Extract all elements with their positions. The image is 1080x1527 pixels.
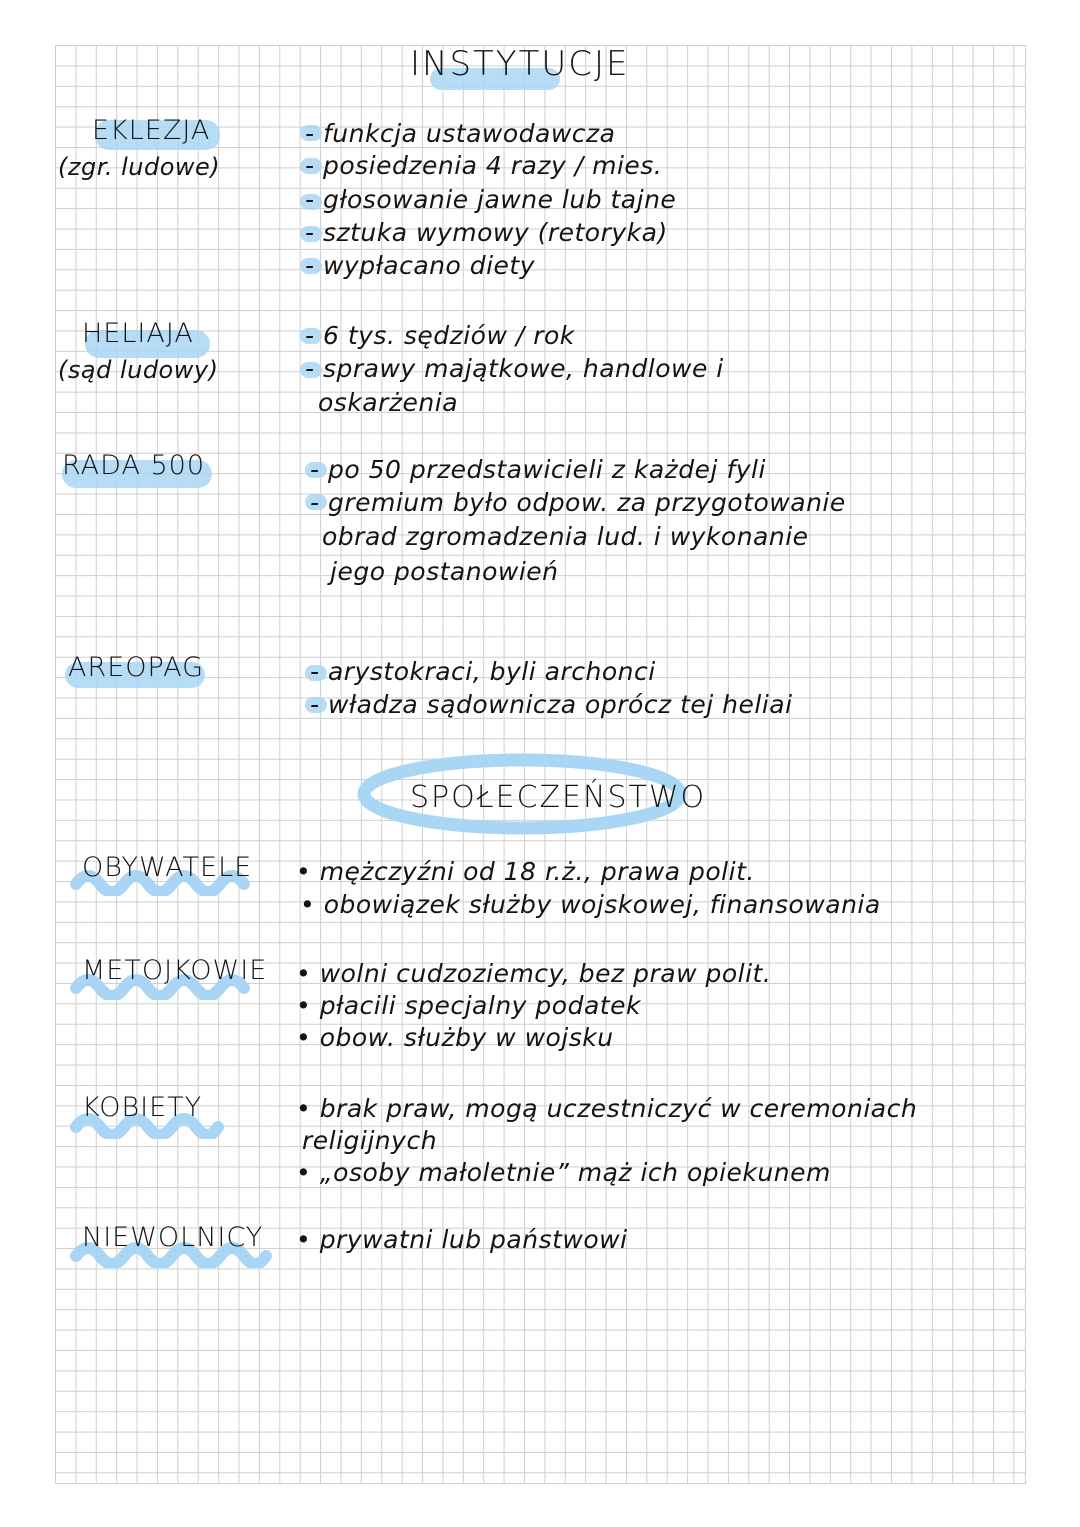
point-line: - po 50 przedstawicieli z każdej fyli	[310, 455, 766, 484]
point-line: - arystokraci, byli archonci	[310, 657, 656, 686]
point-line: - gremium było odpow. za przygotowanie	[310, 488, 846, 517]
point-line: • obow. służby w wojsku	[296, 1023, 614, 1052]
point-line: • wolni cudzoziemcy, bez praw polit.	[296, 959, 772, 988]
point-line: • prywatni lub państwowi	[296, 1225, 628, 1254]
label-rada-500: RADA 500	[62, 450, 206, 481]
point-line: • płacili specjalny podatek	[296, 991, 641, 1020]
label-kobiety: KOBIETY	[82, 1092, 203, 1123]
point-line: - wypłacano diety	[305, 251, 536, 280]
label-obywatele: OBYWATELE	[82, 852, 253, 883]
point-line: - sprawy majątkowe, handlowe i	[305, 354, 724, 383]
point-line: - sztuka wymowy (retoryka)	[305, 218, 668, 247]
point-line: - 6 tys. sędziów / rok	[305, 321, 575, 350]
point-line: • mężczyźni od 18 r.ż., prawa polit.	[296, 857, 755, 886]
label-areopag: AREOPAG	[68, 652, 205, 683]
point-line: religijnych	[302, 1126, 438, 1155]
point-line: - władza sądownicza oprócz tej heliai	[310, 690, 793, 719]
society-heading: SPOŁECZEŃSTWO	[410, 780, 707, 815]
point-line: • „osoby małoletnie” mąż ich opiekunem	[296, 1158, 831, 1187]
point-line: • obowiązek służby wojskowej, finansowania	[300, 890, 881, 919]
label-niewolnicy: NIEWOLNICY	[82, 1222, 264, 1253]
label-heliaja: HELIAJA	[82, 318, 194, 349]
institutions-heading: INSTYTUCJE	[410, 44, 630, 84]
point-line: • brak praw, mogą uczestniczyć w ceremoniach	[296, 1094, 918, 1123]
point-line: - posiedzenia 4 razy / mies.	[305, 151, 663, 180]
label-metojkowie: METOJKOWIE	[82, 955, 268, 986]
point-line: oskarżenia	[318, 388, 459, 417]
sublabel-heliaja: (sąd ludowy)	[58, 356, 219, 384]
point-line: obrad zgromadzenia lud. i wykonanie	[322, 522, 809, 551]
label-eklezja: EKLEZJA	[92, 115, 211, 146]
point-line: - funkcja ustawodawcza	[305, 119, 616, 148]
point-line: jego postanowień	[330, 557, 559, 586]
point-line: - głosowanie jawne lub tajne	[305, 185, 677, 214]
sublabel-eklezja: (zgr. ludowe)	[58, 153, 221, 181]
